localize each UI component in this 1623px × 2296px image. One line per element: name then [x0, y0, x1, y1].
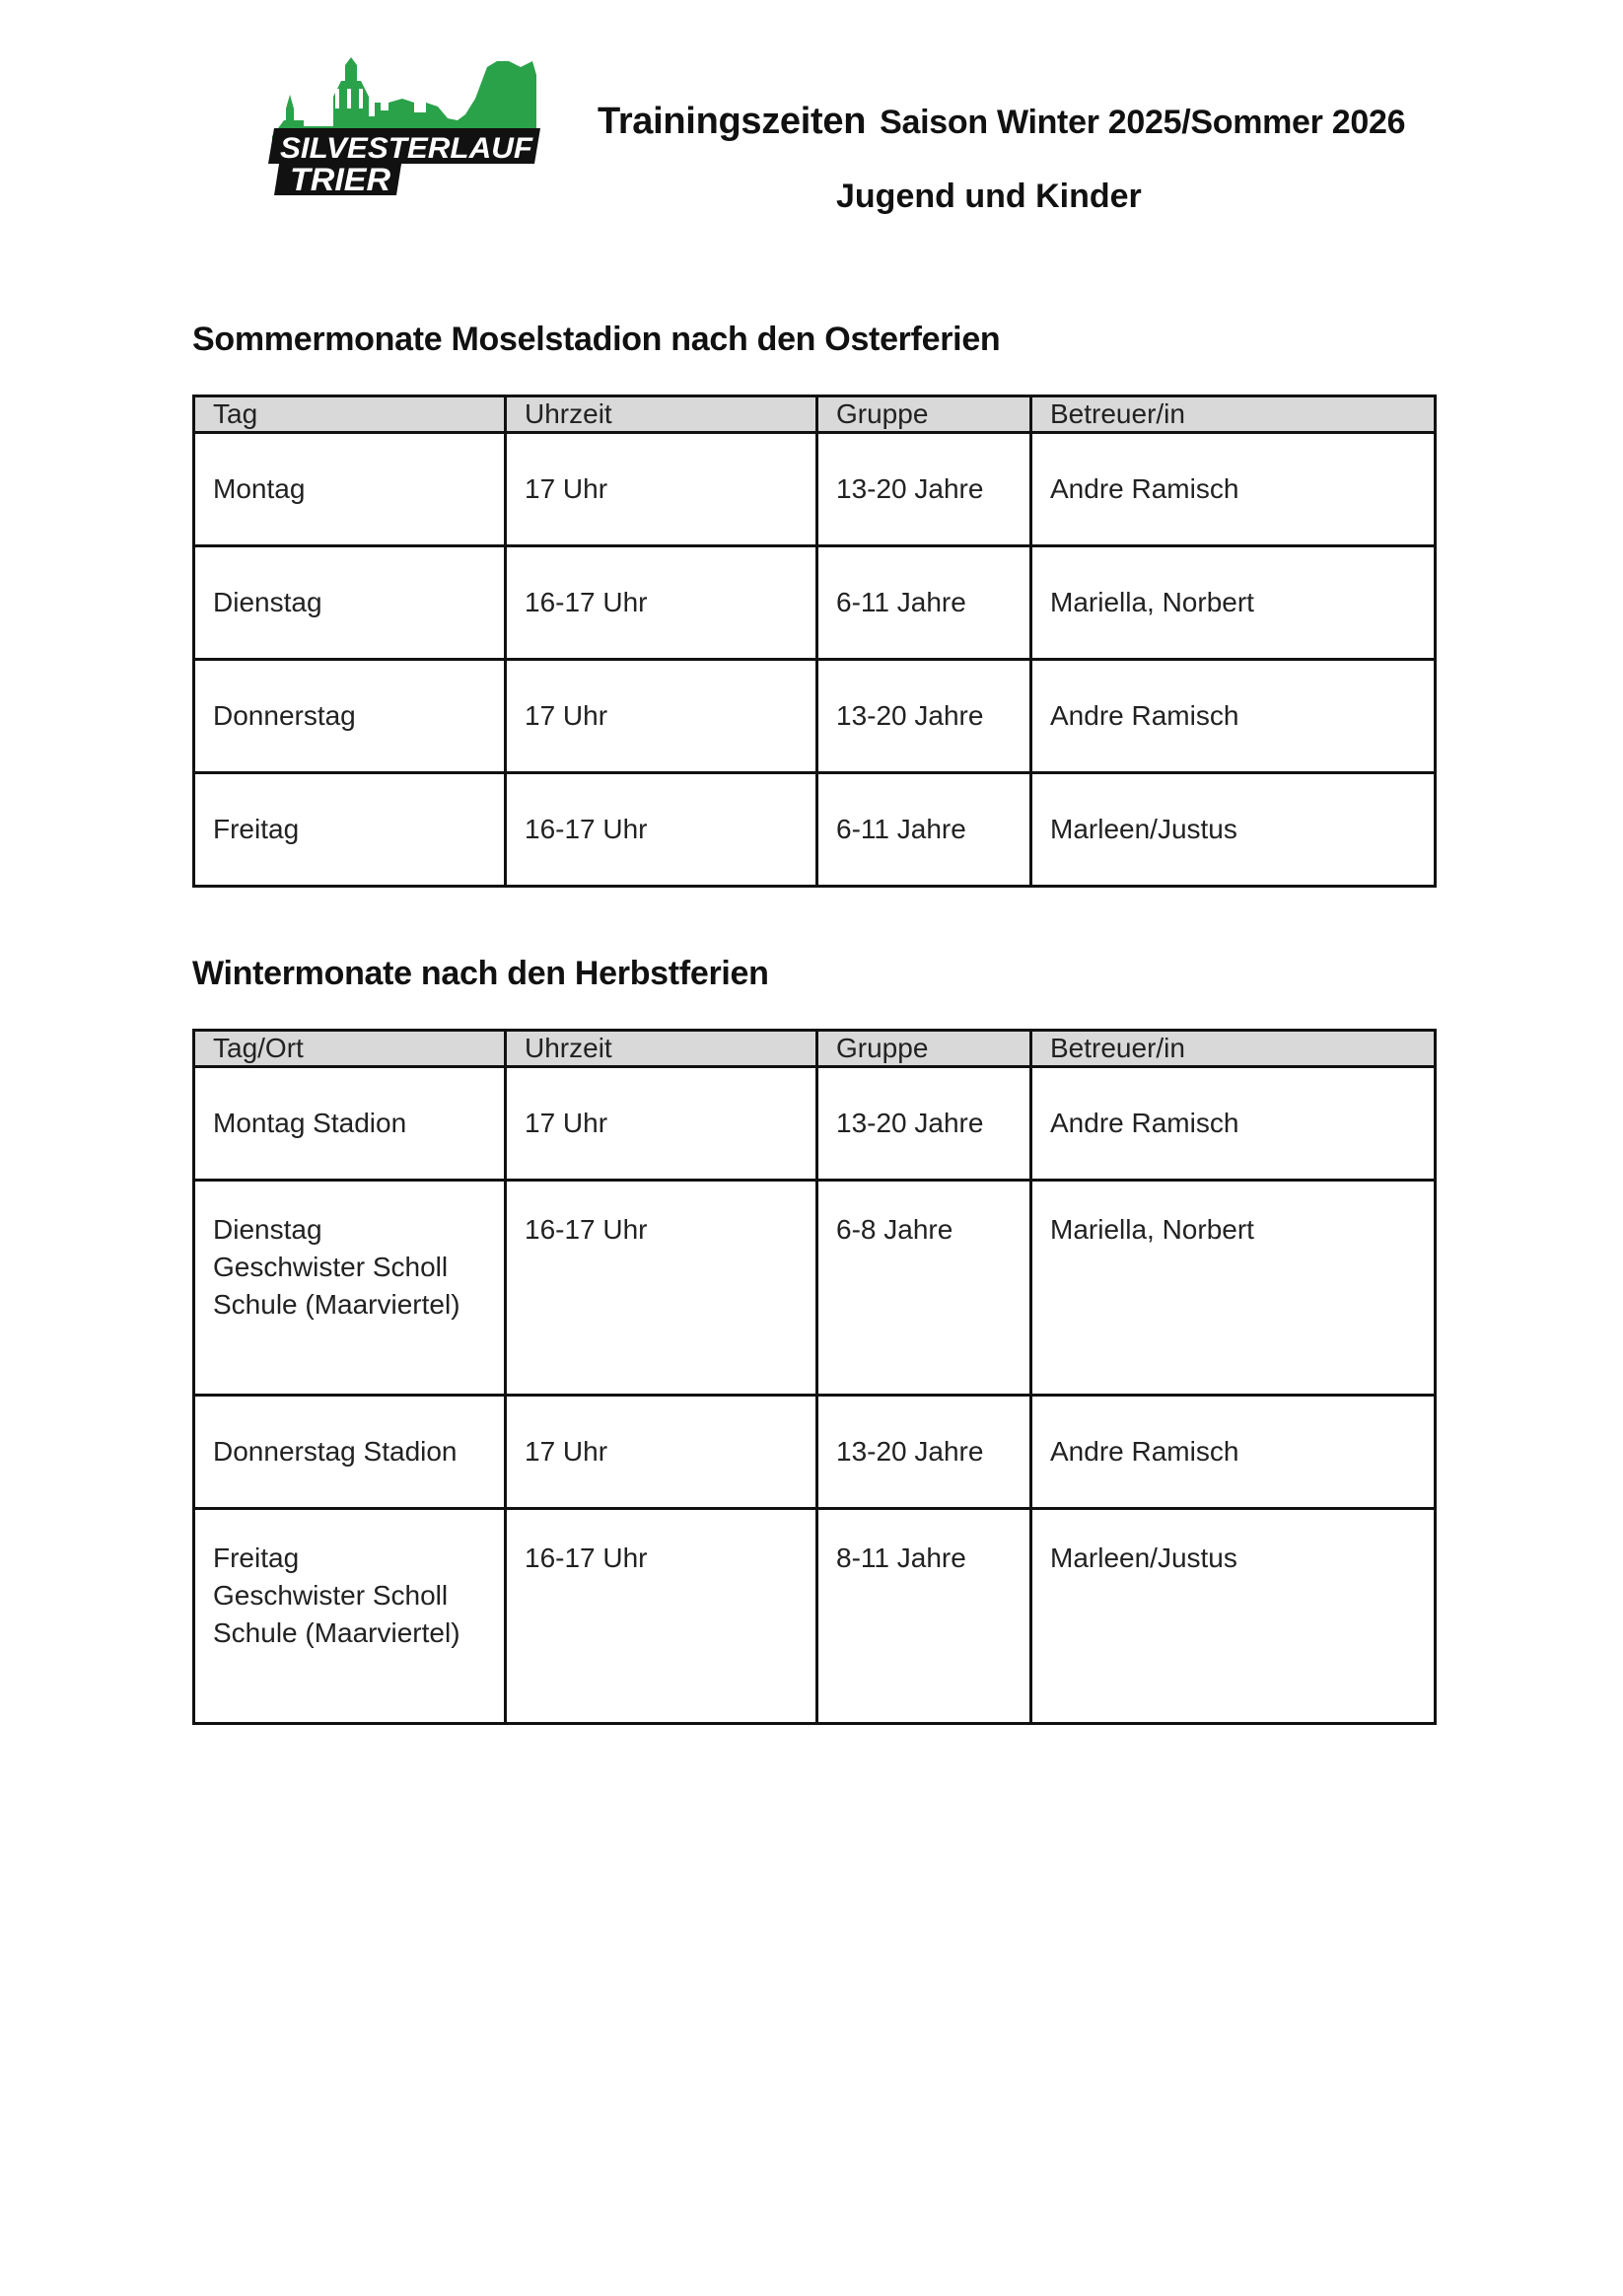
summer-section-title: Sommermonate Moselstadion nach den Osterferien	[192, 321, 1001, 358]
cell-day: Donnerstag	[194, 660, 506, 773]
winter-schedule-table	[192, 1029, 1437, 1725]
cell-coach: Mariella, Norbert	[1031, 1181, 1436, 1396]
cell-coach: Andre Ramisch	[1031, 1067, 1436, 1181]
cell-time: 17 Uhr	[506, 1396, 817, 1509]
cell-group: 13-20 Jahre	[817, 433, 1031, 546]
cell-group: 13-20 Jahre	[817, 1396, 1031, 1509]
column-header-day-place: Tag/Ort	[194, 1031, 506, 1067]
table-header-row	[194, 396, 1436, 433]
cell-time: 17 Uhr	[506, 660, 817, 773]
logo-text-line2: TRIER	[290, 162, 390, 197]
table-row	[194, 546, 1436, 660]
silvesterlauf-trier-logo	[264, 37, 540, 207]
cell-time: 17 Uhr	[506, 1067, 817, 1181]
logo-text-line1: SILVESTERLAUF	[280, 132, 533, 165]
column-header-coach: Betreuer/in	[1031, 396, 1436, 433]
table-row	[194, 773, 1436, 887]
cell-day: Montag	[194, 433, 506, 546]
column-header-group: Gruppe	[817, 396, 1031, 433]
cell-group: 6-8 Jahre	[817, 1181, 1031, 1396]
cell-group: 8-11 Jahre	[817, 1509, 1031, 1724]
table-row	[194, 660, 1436, 773]
cell-time: 17 Uhr	[506, 433, 817, 546]
cell-coach: Andre Ramisch	[1031, 660, 1436, 773]
cell-day: Dienstag	[194, 546, 506, 660]
column-header-group: Gruppe	[817, 1031, 1031, 1067]
cell-group: 13-20 Jahre	[817, 660, 1031, 773]
cell-group: 6-11 Jahre	[817, 546, 1031, 660]
column-header-time: Uhrzeit	[506, 1031, 817, 1067]
cell-time: 16-17 Uhr	[506, 1509, 817, 1724]
cell-time: 16-17 Uhr	[506, 773, 817, 887]
season-text: Saison Winter 2025/Sommer 2026	[880, 104, 1406, 141]
table-row	[194, 1181, 1436, 1396]
cell-day: Freitag Geschwister Scholl Schule (Maarviertel)	[194, 1509, 506, 1724]
cell-time: 16-17 Uhr	[506, 1181, 817, 1396]
cell-coach: Andre Ramisch	[1031, 433, 1436, 546]
column-header-coach: Betreuer/in	[1031, 1031, 1436, 1067]
column-header-day: Tag	[194, 396, 506, 433]
cell-day: Freitag	[194, 773, 506, 887]
cell-coach: Andre Ramisch	[1031, 1396, 1436, 1509]
table-row	[194, 1509, 1436, 1724]
cell-group: 13-20 Jahre	[817, 1067, 1031, 1181]
cell-day: Donnerstag Stadion	[194, 1396, 506, 1509]
summer-schedule-table	[192, 395, 1437, 888]
title-text: Trainingszeiten	[598, 101, 867, 142]
cell-day: Montag Stadion	[194, 1067, 506, 1181]
cell-coach: Mariella, Norbert	[1031, 546, 1436, 660]
column-header-time: Uhrzeit	[506, 396, 817, 433]
winter-section-title: Wintermonate nach den Herbstferien	[192, 955, 769, 992]
cell-coach: Marleen/Justus	[1031, 1509, 1436, 1724]
table-row	[194, 433, 1436, 546]
page-title	[598, 101, 1405, 143]
cell-coach: Marleen/Justus	[1031, 773, 1436, 887]
table-row	[194, 1067, 1436, 1181]
table-row	[194, 1396, 1436, 1509]
cell-time: 16-17 Uhr	[506, 546, 817, 660]
page-subtitle: Jugend und Kinder	[836, 178, 1142, 215]
cell-group: 6-11 Jahre	[817, 773, 1031, 887]
cell-day: Dienstag Geschwister Scholl Schule (Maarviertel)	[194, 1181, 506, 1396]
table-header-row	[194, 1031, 1436, 1067]
